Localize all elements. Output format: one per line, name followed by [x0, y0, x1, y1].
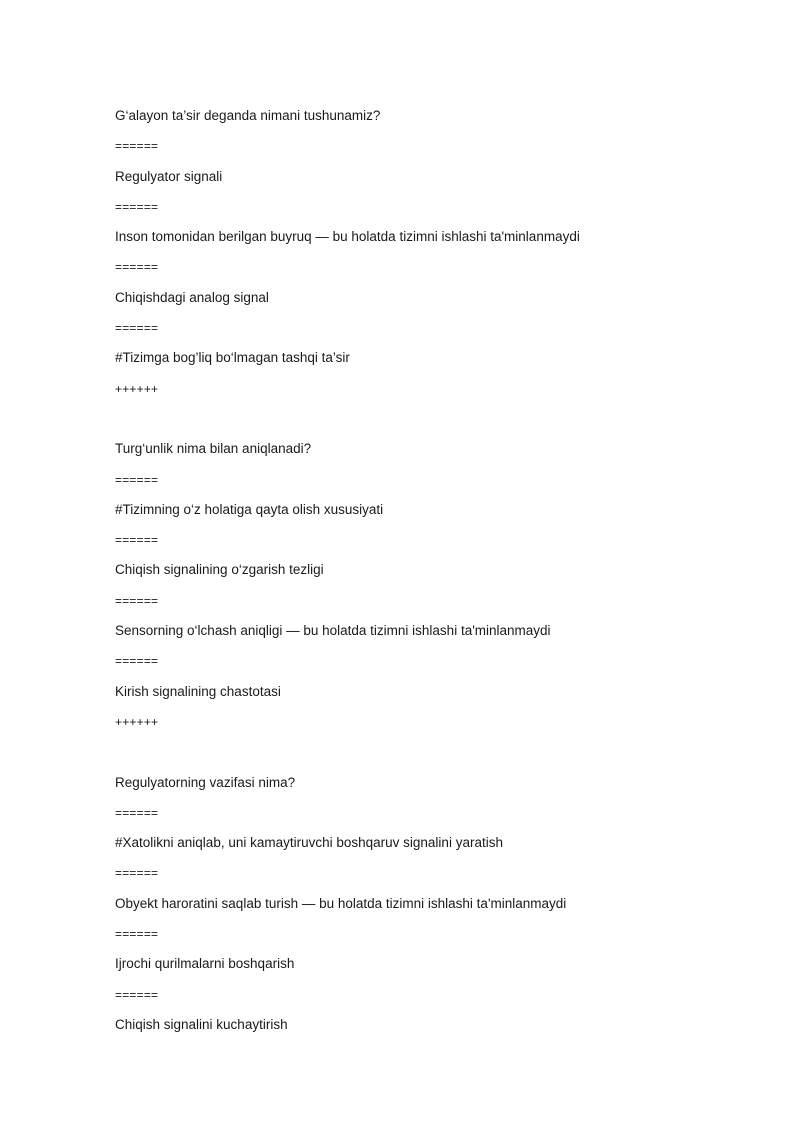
separator: ====== — [115, 321, 159, 336]
answer-option: Chiqishdagi analog signal — [115, 289, 269, 305]
answer-option: Chiqish signalining o‘zgarish tezligi — [115, 562, 324, 578]
separator: ====== — [115, 139, 159, 154]
end-marker: ++++++ — [115, 714, 159, 729]
separator: ====== — [115, 654, 159, 669]
question-text: Regulyatorning vazifasi nima? — [115, 774, 296, 790]
question-text: G‘alayon ta’sir deganda nimani tushunamiz? — [115, 108, 381, 123]
answer-option: Obyekt haroratini saqlab turish — bu holatda tizimni ishlashi ta'minlanmaydi — [115, 895, 567, 911]
separator: ====== — [115, 927, 159, 942]
separator: ====== — [115, 533, 159, 548]
answer-option-correct: #Xatolikni aniqlab, uni kamaytiruvchi boshqaruv signalini yaratish — [115, 835, 503, 851]
separator: ====== — [115, 260, 159, 275]
separator: ====== — [115, 866, 159, 881]
answer-option-correct: #Tizimga bog’liq bo‘lmagan tashqi ta’sir — [115, 350, 350, 366]
separator: ====== — [115, 593, 159, 608]
answer-option: Ijrochi qurilmalarni boshqarish — [115, 956, 295, 972]
question-text: Turg‘unlik nima bilan aniqlanadi? — [115, 441, 312, 457]
document-body — [115, 108, 755, 1047]
separator: ====== — [115, 472, 159, 487]
answer-option: Chiqish signalini kuchaytirish — [115, 1016, 288, 1032]
end-marker: ++++++ — [115, 381, 159, 396]
blank-line — [115, 411, 755, 441]
answer-option: Sensorning o‘lchash aniqligi — bu holatda tizimni ishlashi ta'minlanmaydi — [115, 623, 551, 639]
answer-option-correct: #Tizimning o‘z holatiga qayta olish xususiyati — [115, 501, 384, 517]
answer-option: Kirish signalining chastotasi — [115, 683, 281, 699]
blank-line — [115, 744, 755, 774]
separator: ====== — [115, 199, 159, 214]
answer-option: Inson tomonidan berilgan buyruq — bu holatda tizimni ishlashi ta'minlanmaydi — [115, 229, 580, 245]
separator: ====== — [115, 805, 159, 820]
answer-option: Regulyator signali — [115, 168, 223, 184]
separator: ====== — [115, 987, 159, 1002]
